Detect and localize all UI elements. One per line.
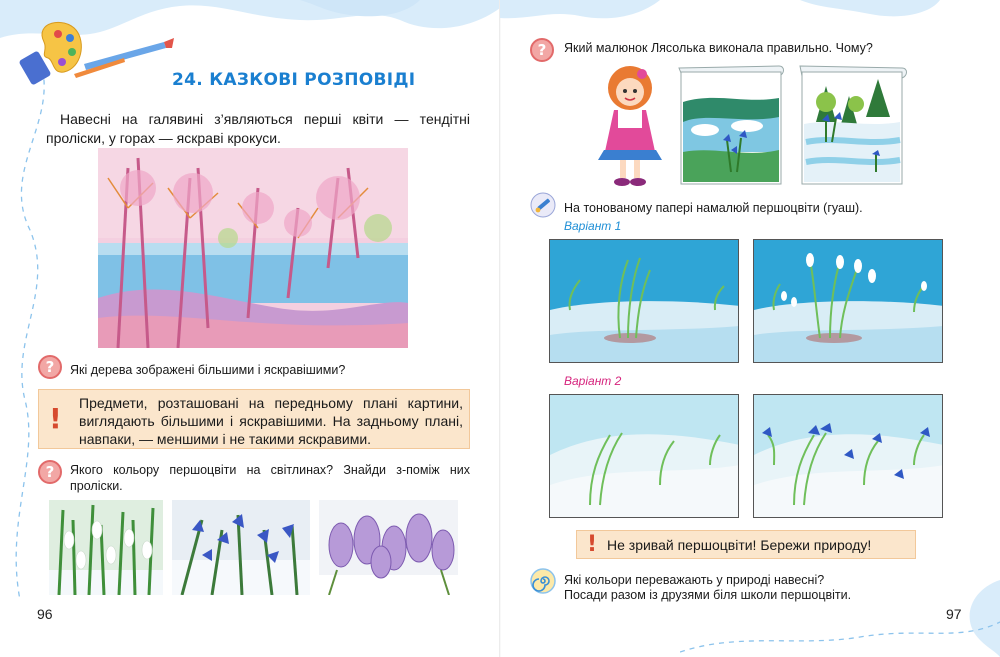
- question-mark-icon: ?: [38, 355, 62, 379]
- variant-2-scene-a: [549, 394, 739, 518]
- question-correct-drawing: Який малюнок Лясолька виконала правильно. Чому?: [564, 41, 873, 55]
- page-number-left: 96: [37, 606, 53, 622]
- rule-note-box: [38, 389, 470, 449]
- variant-1-scene-a: [549, 239, 739, 363]
- drawing-snowdrop-in-snow: [675, 62, 787, 186]
- intro-paragraph: Навесні на галявині з’являються перші квіти — тендітні проліски, у горах — яскраві крокуси.: [46, 111, 470, 146]
- page-number-right: 97: [946, 606, 962, 622]
- variant-1-label: Варіант 1: [564, 219, 622, 233]
- snowdrops-photo: [49, 500, 163, 595]
- task-plant-primroses: Посади разом із друзями біля школи першоцвіти.: [564, 588, 852, 602]
- question-spring-colors: Які кольори переважають у природі навесні?: [564, 573, 825, 587]
- paint-brush-icon: [530, 192, 556, 218]
- question-mark-icon: ?: [530, 38, 554, 62]
- drawing-snowdrop-in-forest: [796, 62, 910, 186]
- variant-2-scene-b: [753, 394, 943, 518]
- task-draw-primroses: На тонованому папері намалюй першоцвіти (гуаш).: [564, 201, 863, 215]
- variant-2-label: Варіант 2: [564, 374, 622, 388]
- girl-character-illustration: [592, 60, 670, 188]
- lesson-title: 24. КАЗКОВІ РОЗПОВІДІ: [172, 70, 416, 90]
- rule-note-text: Предмети, розташовані на передньому плані картини, виглядають більшими і яскравішими. На задньому плані, навпаки, — меншими і не такими яскравими.: [79, 395, 463, 447]
- palette-icon: [14, 12, 174, 92]
- warning-text: Не зривай першоцвіти! Бережи природу!: [607, 537, 872, 553]
- question-trees: Які дерева зображені більшими і яскравішими?: [70, 363, 346, 377]
- exclamation-icon: !: [587, 532, 598, 557]
- spiral-icon: [530, 568, 556, 594]
- question-mark-icon: ?: [38, 460, 62, 484]
- question-flower-colors: Якого кольору першоцвіти на світлинах? Знайди з-поміж них проліски.: [70, 463, 470, 493]
- spring-painting: [98, 148, 408, 348]
- blue-wave-decoration: [500, 0, 1000, 40]
- scilla-photo: [172, 500, 310, 595]
- variant-1-scene-b-drawing: [753, 239, 943, 363]
- crocus-photo: [319, 500, 458, 595]
- exclamation-icon: !: [49, 402, 62, 435]
- warning-box: [576, 530, 916, 559]
